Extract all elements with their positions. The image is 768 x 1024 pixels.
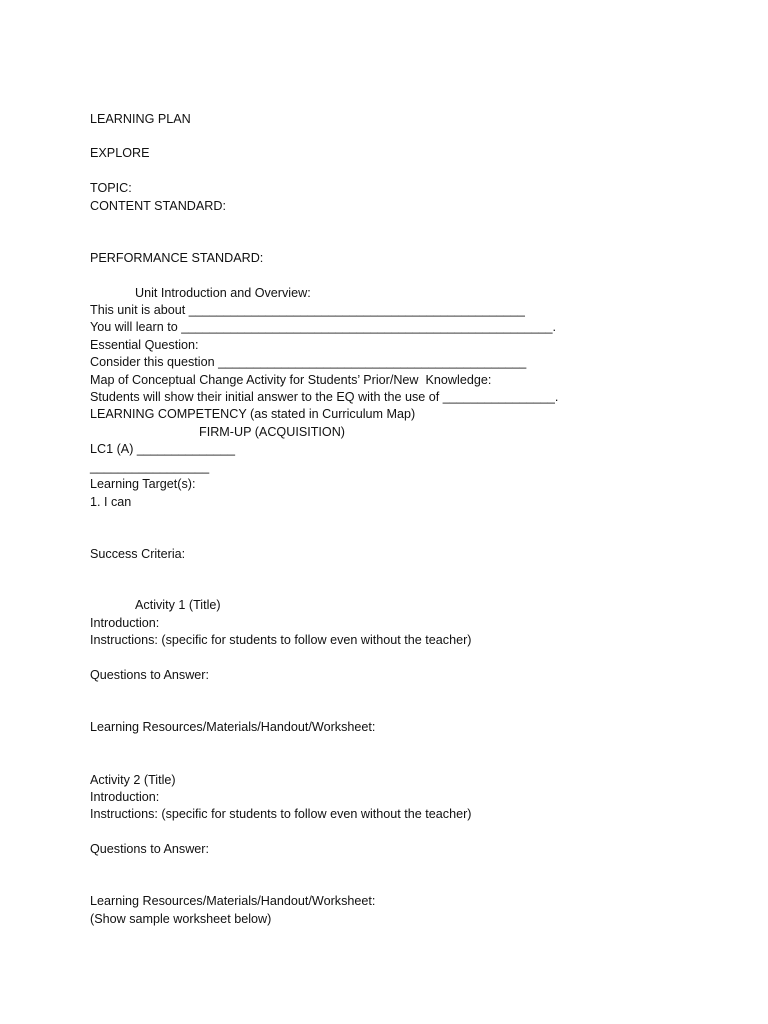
learning-targets-label: Learning Target(s): xyxy=(90,477,196,491)
performance-standard-label: PERFORMANCE STANDARD: xyxy=(90,251,264,265)
activity2-instructions: Instructions: (specific for students to follow even without the teacher) xyxy=(90,807,472,821)
learning-competency-label: LEARNING COMPETENCY (as stated in Curriculum Map) xyxy=(90,407,416,421)
lc1-continuation-line: _________________ xyxy=(90,460,210,474)
activity2-questions: Questions to Answer: xyxy=(90,842,210,856)
activity2-resources: Learning Resources/Materials/Handout/Worksheet: xyxy=(90,894,376,908)
activity2-sample-note: (Show sample worksheet below) xyxy=(90,912,272,926)
map-conceptual-line: Map of Conceptual Change Activity for Students’ Prior/New Knowledge: xyxy=(90,373,492,387)
essential-question-label: Essential Question: xyxy=(90,338,199,352)
activity1-resources: Learning Resources/Materials/Handout/Worksheet: xyxy=(90,720,376,734)
activity1-instructions: Instructions: (specific for students to follow even without the teacher) xyxy=(90,633,472,647)
lc1-line: LC1 (A) ______________ xyxy=(90,442,235,456)
consider-question-line: Consider this question ____________________________________________ xyxy=(90,355,527,369)
document-title: LEARNING PLAN xyxy=(90,112,191,126)
unit-about-line: This unit is about ________________________________________________ xyxy=(90,303,525,317)
success-criteria-label: Success Criteria: xyxy=(90,547,186,561)
firm-up-heading: FIRM-UP (ACQUISITION) xyxy=(199,425,345,439)
activity1-questions: Questions to Answer: xyxy=(90,668,210,682)
topic-label: TOPIC: xyxy=(90,181,132,195)
students-initial-line: Students will show their initial answer to the EQ with the use of ________________. xyxy=(90,390,559,404)
you-will-learn-line: You will learn to _____________________________________________________. xyxy=(90,320,556,334)
activity1-introduction: Introduction: xyxy=(90,616,160,630)
activity2-introduction: Introduction: xyxy=(90,790,160,804)
activity2-title: Activity 2 (Title) xyxy=(90,773,176,787)
learning-target-item: 1. I can xyxy=(90,495,132,509)
unit-intro-heading: Unit Introduction and Overview: xyxy=(135,286,311,300)
content-standard-label: CONTENT STANDARD: xyxy=(90,199,226,213)
activity1-title: Activity 1 (Title) xyxy=(135,598,221,612)
explore-heading: EXPLORE xyxy=(90,146,150,160)
